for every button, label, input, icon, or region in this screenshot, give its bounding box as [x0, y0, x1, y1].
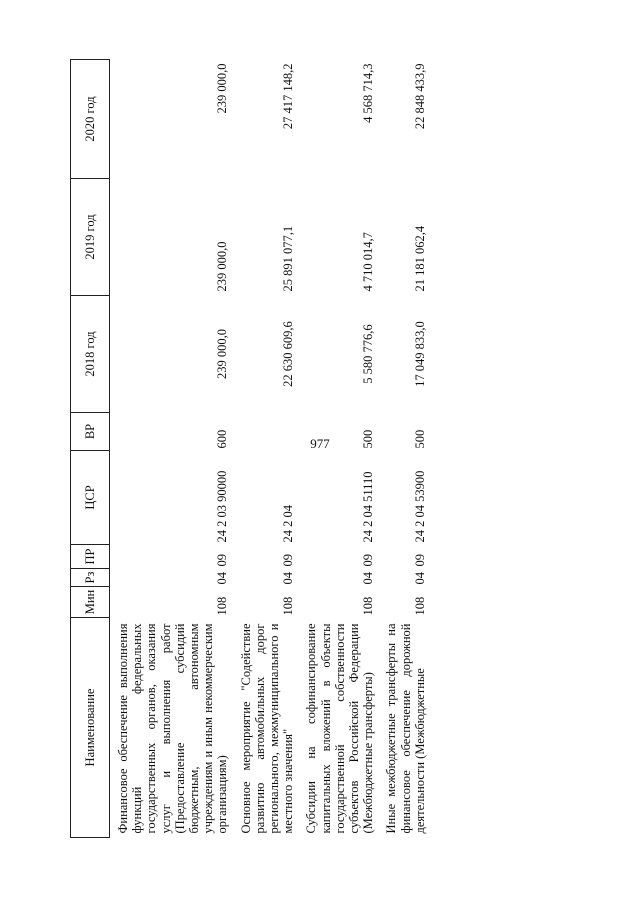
row-rz: 04: [215, 572, 230, 585]
row-csr: 24 2 03 90000: [215, 470, 230, 543]
row-2020: 4 568 714,3: [361, 63, 376, 123]
header-vr: ВР: [71, 413, 110, 451]
row-name: Субсидии на софинансирование капитальных вложений в объекты государственной собственности субъектов Российской Федерации (Межбюджетные трансферты): [304, 623, 376, 834]
row-2018: 239 000,0: [215, 329, 230, 379]
row-vr: 500: [412, 429, 427, 449]
row-2018: 5 580 776,6: [361, 324, 376, 384]
row-vr: 600: [215, 429, 230, 449]
row-2019: 239 000,0: [215, 241, 230, 292]
row-min: 108: [412, 596, 427, 616]
row-2020: 27 417 148,2: [281, 63, 296, 130]
row-2019: 4 710 014,7: [361, 232, 376, 292]
row-csr: 24 2 04 51110: [361, 471, 376, 543]
rotated-page-content: [70, 60, 608, 838]
header-pr: ПР: [71, 545, 110, 569]
row-2019: 21 181 062,4: [412, 225, 427, 292]
table-header-row: [71, 60, 110, 838]
header-2019: 2019 год: [71, 179, 110, 296]
header-2020: 2020 год: [71, 60, 110, 179]
row-2020: 239 000,0: [215, 63, 230, 114]
row-2020: 22 848 433,9: [412, 63, 427, 130]
table-row: [298, 60, 378, 838]
row-pr: 09: [412, 554, 427, 567]
row-rz: 04: [281, 572, 296, 585]
header-min: Мин: [71, 587, 110, 618]
row-name: Основное мероприятие "Содействие развитию автомобильных дорог регионального, межмуниципального и местного значения": [238, 623, 296, 834]
header-csr: ЦСР: [71, 451, 110, 545]
header-name: Наименование: [71, 618, 110, 838]
row-min: 108: [361, 596, 376, 616]
row-rz: 04: [412, 572, 427, 585]
row-pr: 09: [361, 554, 376, 567]
row-vr: 500: [361, 429, 376, 449]
row-csr: 24 2 04 53900: [412, 470, 427, 543]
row-name: Иные межбюджетные трансферты на финансовое обеспечение дорожной деятельности (Межбюджетные: [384, 623, 427, 834]
table-row: [378, 60, 430, 838]
row-pr: 09: [281, 554, 296, 567]
header-2018: 2018 год: [71, 296, 110, 413]
table-row: [110, 60, 233, 838]
row-vr: [233, 413, 299, 451]
row-min: 108: [281, 596, 296, 616]
row-2018: 22 630 609,6: [281, 321, 296, 387]
row-csr: 24 2 04: [281, 505, 296, 543]
budget-table: [70, 59, 430, 838]
row-name: Финансовое обеспечение выполнения функций федеральных государственных органов, оказания услуг и выполнения работ (Предоставление субсидий бюджетным, автономным учреждениям и иным некоммерческим организациям): [116, 623, 230, 834]
table-row: [233, 60, 299, 838]
row-2019: 25 891 077,1: [281, 225, 296, 292]
row-2018: 17 049 833,0: [412, 321, 427, 387]
page-number: 977: [310, 436, 330, 451]
row-pr: 09: [215, 554, 230, 567]
header-rz: Рз: [71, 569, 110, 587]
row-min: 108: [215, 596, 230, 616]
row-rz: 04: [361, 572, 376, 585]
